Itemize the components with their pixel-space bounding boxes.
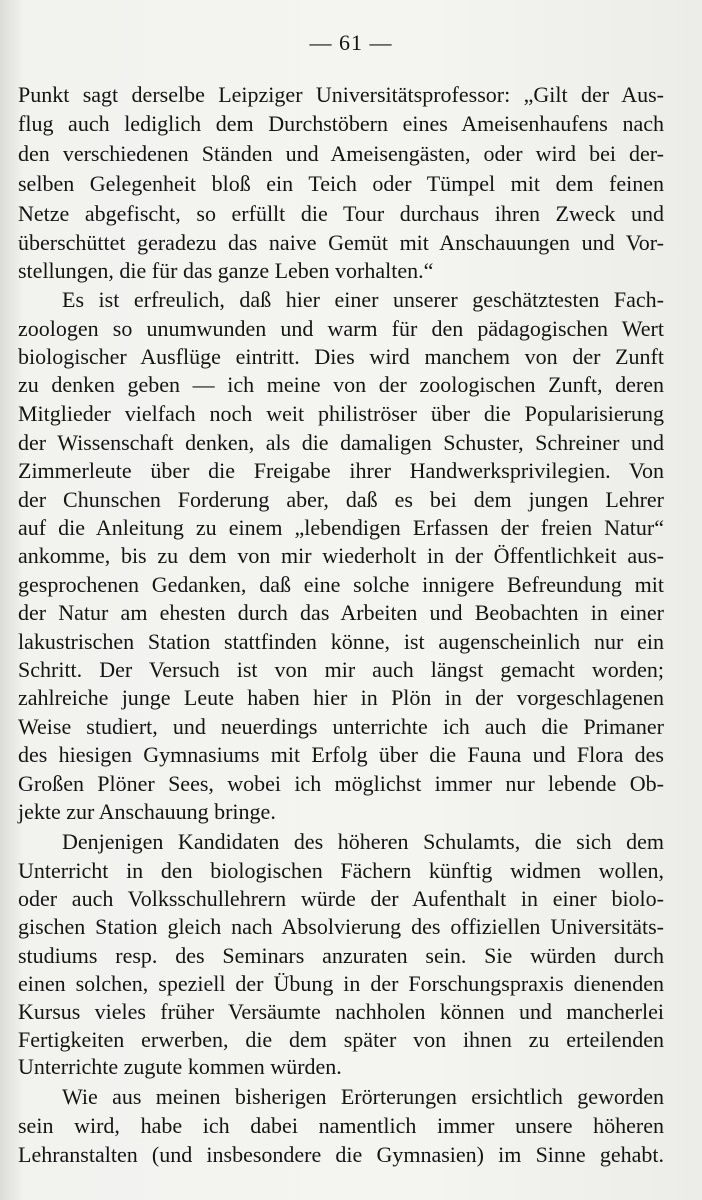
text-line: Kursus vieles früher Versäumte nachholen können und mancherlei [18,999,664,1024]
text-line: selben Gelegenheit bloß ein Teich oder Tümpel mit dem feinen [18,171,664,196]
page-number: — 61 — [309,30,393,55]
text-line: Unterricht in den biologischen Fächern künftig widmen wollen, [18,858,664,883]
text-line: jekte zur Anschauung bringe. [18,799,276,824]
text-line: Weise studiert, und neuerdings unterrichte ich auch die Primaner [18,714,664,739]
text-line: einen solchen, speziell der Übung in der Forschungspraxis dienenden [18,971,664,996]
text-line: der Wissenschaft denken, als die damaligen Schuster, Schreiner und [18,430,664,455]
text-line: ankomme, bis zu dem von mir wiederholt in der Öffentlichkeit aus- [18,543,664,568]
text-line: Fertigkeiten erwerben, die dem später von ihnen zu erteilenden [18,1027,664,1052]
text-line: Schritt. Der Versuch ist von mir auch längst gemacht worden; [18,657,664,682]
text-line: oder auch Volksschullehrern würde der Aufenthalt in einer biolo- [18,886,664,911]
text-line: zoologen so unumwunden und warm für den pädagogischen Wert [18,316,664,341]
text-line: Lehranstalten (und insbesondere die Gymnasien) im Sinne gehabt. [18,1142,664,1167]
text-line: studiums resp. des Seminars anzuraten sein. Sie würden durch [18,943,664,968]
text-line: den verschiedenen Ständen und Ameisengästen, oder wird bei der- [18,141,664,166]
text-line: Wie aus meinen bisherigen Erörterungen ersichtlich geworden [62,1084,664,1109]
text-line: Punkt sagt derselbe Leipziger Universitätsprofessor: „Gilt der Aus- [18,82,664,107]
text-line: zahlreiche junge Leute haben hier in Plön in der vorgeschlagenen [18,685,664,710]
text-line: Unterrichte zugute kommen würden. [18,1054,342,1079]
text-line: Netze abgefischt, so erfüllt die Tour durchaus ihren Zweck und [18,201,664,226]
text-line: Mitglieder vielfach noch weit philiströser über die Popularisierung [18,401,664,426]
text-line: sein wird, habe ich dabei namentlich immer unsere höheren [18,1113,664,1138]
text-line: auf die Anleitung zu einem „lebendigen Erfassen der freien Natur“ [18,515,664,540]
text-line: überschüttet geradezu das naive Gemüt mit Anschauungen und Vor- [18,230,664,255]
text-line: biologischer Ausflüge eintritt. Dies wird manchem von der Zunft [18,344,664,369]
text-line: Es ist erfreulich, daß hier einer unserer geschätztesten Fach- [62,287,664,312]
text-line: Großen Plöner Sees, wobei ich möglichst immer nur lebende Ob- [18,771,664,796]
text-line: stellungen, die für das ganze Leben vorhalten.“ [18,258,434,283]
text-line: Zimmerleute über die Freigabe ihrer Handwerksprivilegien. Von [18,458,664,483]
text-line: lakustrischen Station stattfinden könne, ist augenscheinlich nur ein [18,629,664,654]
text-line: flug auch lediglich dem Durchstöbern eines Ameisenhaufens nach [18,111,664,136]
text-line: des hiesigen Gymnasiums mit Erfolg über die Fauna und Flora des [18,742,664,767]
text-line: gesprochenen Gedanken, daß eine solche innigere Befreundung mit [18,572,664,597]
text-line: der Natur am ehesten durch das Arbeiten und Beobachten in einer [18,600,664,625]
text-line: Denjenigen Kandidaten des höheren Schulamts, die sich dem [62,829,664,854]
text-line: zu denken geben — ich meine von der zoologischen Zunft, deren [18,372,664,397]
text-line: gischen Station gleich nach Absolvierung des offiziellen Universitäts- [18,914,664,939]
text-line: der Chunschen Forderung aber, daß es bei dem jungen Lehrer [18,487,664,512]
